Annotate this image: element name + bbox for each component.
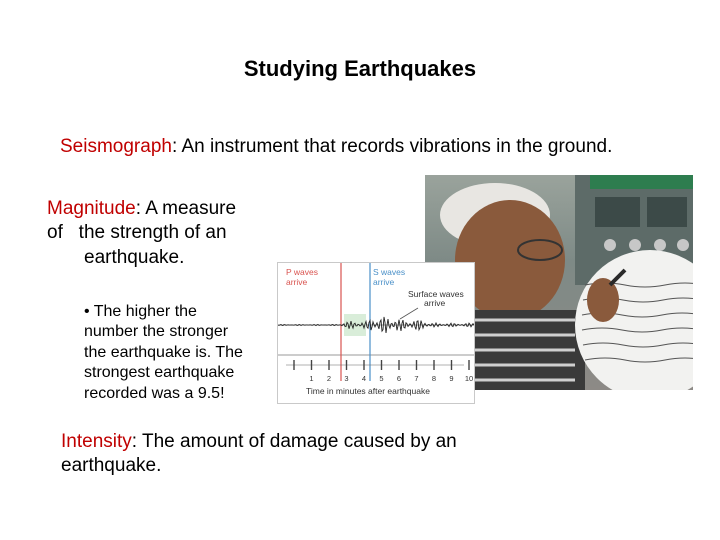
time-axis-label: Time in minutes after earthquake (306, 386, 430, 396)
equipment-display (647, 197, 687, 227)
s-waves-arrive-label: arrive (373, 277, 395, 287)
surface-waves-arrive-label: arrive (424, 298, 446, 308)
intensity-text-2: earthquake. (61, 455, 162, 477)
time-tick-label: 8 (431, 374, 437, 383)
time-tick-label: 3 (344, 374, 349, 383)
slide-title: Studying Earthquakes (243, 56, 477, 81)
s-waves-label: S waves (373, 267, 406, 277)
magnitude-text-1: : A measure (135, 198, 237, 219)
time-tick-label: 5 (379, 374, 384, 383)
time-tick-label: 9 (449, 374, 454, 383)
time-tick-label: 4 (361, 374, 367, 383)
intensity-text-1: : The amount of damage caused by an (131, 431, 457, 452)
knob-icon (604, 239, 616, 251)
bullet-line: the earthquake is. The (84, 343, 243, 361)
bullet-line: number the stronger (84, 323, 229, 341)
magnitude-text-2: of the strength of an (47, 222, 227, 244)
intensity-definition (61, 430, 457, 479)
bullet-line: • The higher the (84, 303, 197, 320)
green-sign (590, 175, 693, 189)
hand-shape (587, 278, 619, 322)
seismograph-definition (60, 135, 612, 159)
equipment-display (595, 197, 640, 227)
time-tick-label: 10 (464, 374, 474, 383)
bullet-line: recorded was a 9.5! (84, 384, 225, 402)
time-tick-label: 1 (309, 374, 314, 383)
knob-icon (654, 239, 666, 251)
knob-icon (629, 239, 641, 251)
bullet-line: strongest earthquake (84, 364, 235, 382)
time-tick-label: 6 (396, 374, 402, 383)
knob-icon (677, 239, 689, 251)
magnitude-text-3: earthquake. (84, 246, 185, 268)
intensity-term: Intensity (61, 431, 132, 452)
p-waves-label: P waves (286, 267, 318, 277)
surface-waves-label: Surface waves (408, 289, 464, 299)
seismogram-svg (278, 263, 474, 403)
seismogram-diagram (277, 262, 475, 404)
seismograph-term: Seismograph (60, 136, 172, 157)
seismograph-text: : An instrument that records vibrations in the ground. (171, 136, 613, 157)
time-tick-label: 7 (414, 374, 419, 383)
magnitude-term: Magnitude (47, 198, 136, 219)
magnitude-definition (47, 197, 236, 270)
time-tick-label: 2 (326, 374, 332, 383)
magnitude-bullet (84, 302, 243, 404)
p-waves-arrive-label: arrive (286, 277, 308, 287)
